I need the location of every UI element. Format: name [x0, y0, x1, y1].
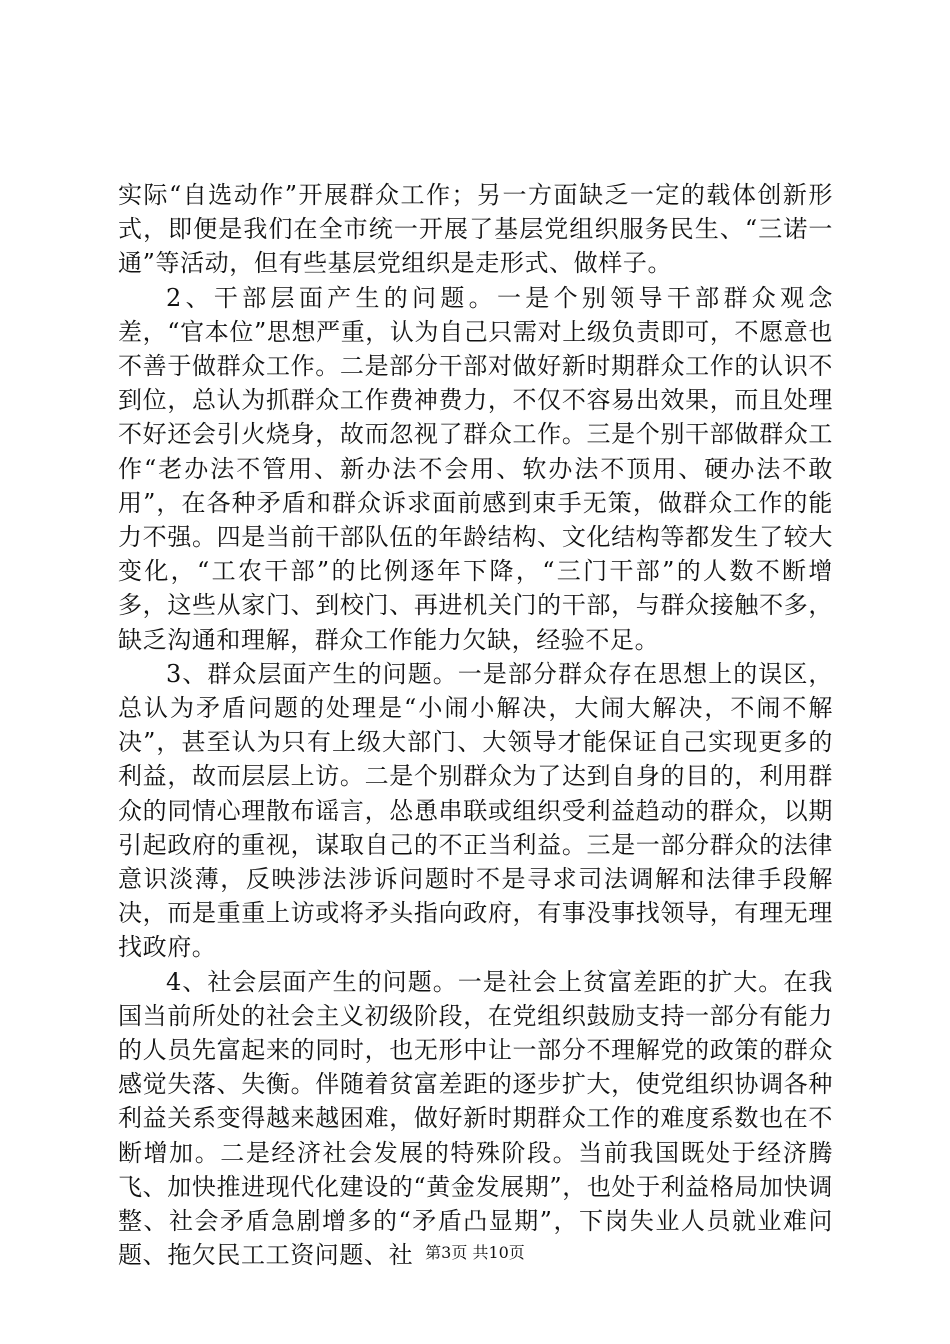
document-body [118, 178, 833, 1273]
paragraph-masses-issues: 3、群众层面产生的问题。一是部分群众存在思想上的误区，总认为矛盾问题的处理是“小闹小解决，大闹大解决，不闹不解决”，甚至认为只有上级大部门、大领导才能保证自己实现更多的利益，故而层层上访。二是个别群众为了达到自身的目的，利用群众的同情心理散布谣言，怂恿串联或组织受利益趋动的群众，以期引起政府的重视，谋取自己的不正当利益。三是一部分群众的法律意识淡薄，反映涉法涉诉问题时不是寻求司法调解和法律手段解决，而是重重上访或将矛头指向政府，有事没事找领导，有理无理找政府。 [118, 659, 833, 962]
page-footer: 第3页 共10页 [425, 1243, 525, 1262]
paragraph-society-issues: 4、社会层面产生的问题。一是社会上贫富差距的扩大。在我国当前所处的社会主义初级阶段，在党组织鼓励支持一部分有能力的人员先富起来的同时，也无形中让一部分不理解党的政策的群众感觉失落、失衡。伴随着贫富差距的逐步扩大，使党组织协调各种利益关系变得越来越困难，做好新时期群众工作的难度系数也在不断增加。二是经济社会发展的特殊阶段。当前我国既处于经济腾飞、加快推进现代化建设的“黄金发展期”，也处于利益格局加快调整、社会矛盾急剧增多的“矛盾凸显期”，下岗失业人员就业难问题、拖欠民工工资问题、社 [118, 967, 833, 1270]
paragraph-continuation: 实际“自选动作”开展群众工作；另一方面缺乏一定的载体创新形式，即便是我们在全市统一开展了基层党组织服务民生、“三诺一通”等活动，但有些基层党组织是走形式、做样子。 [118, 181, 833, 278]
paragraph-cadre-issues: 2、干部层面产生的问题。一是个别领导干部群众观念差，“官本位”思想严重，认为自己只需对上级负责即可，不愿意也不善于做群众工作。二是部分干部对做好新时期群众工作的认识不到位，总认为抓群众工作费神费力，不仅不容易出效果，而且处理不好还会引火烧身，故而忽视了群众工作。三是个别干部做群众工作“老办法不管用、新办法不会用、软办法不顶用、硬办法不敢用”，在各种矛盾和群众诉求面前感到束手无策，做群众工作的能力不强。四是当前干部队伍的年龄结构、文化结构等都发生了较大变化，“工农干部”的比例逐年下降，“三门干部”的人数不断增多，这些从家门、到校门、再进机关门的干部，与群众接触不多，缺乏沟通和理解，群众工作能力欠缺，经验不足。 [118, 283, 833, 654]
